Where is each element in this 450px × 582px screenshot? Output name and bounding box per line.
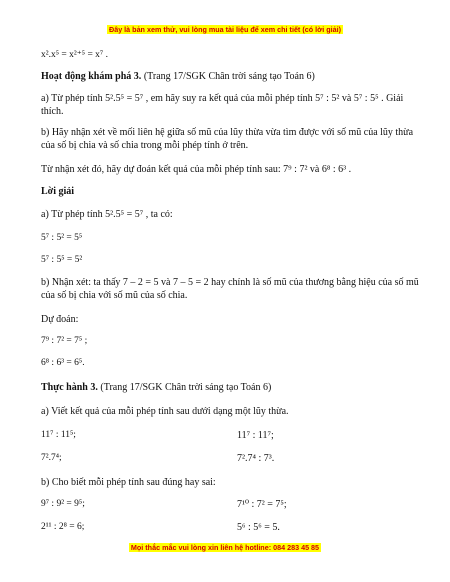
- section-heading-source: (Trang 17/SGK Chân trời sáng tạo Toán 6): [141, 71, 315, 82]
- section-heading-source: (Trang 17/SGK Chân trời sáng tạo Toán 6): [97, 382, 272, 393]
- exercise-item: 7².7⁴;: [41, 453, 62, 463]
- exercise-item: 2¹¹ : 2⁸ = 6;: [41, 522, 85, 532]
- equation-line: 6⁸ : 6³ = 6⁵.: [41, 358, 85, 368]
- prediction-label: Dự đoán:: [41, 314, 79, 325]
- exercise-item: 7².7⁴ : 7³.: [237, 453, 275, 464]
- equation-line: 5⁷ : 5⁵ = 5²: [41, 255, 83, 265]
- exercise-b: b) Cho biết mỗi phép tính sau đúng hay sai:: [41, 477, 216, 488]
- exercise-a: a) Viết kết quả của mỗi phép tính sau dưới dạng một lũy thừa.: [41, 406, 289, 417]
- section-heading: [41, 70, 315, 83]
- solution-heading: Lời giải: [41, 186, 75, 197]
- section-heading: [41, 381, 271, 394]
- exercise-item: 11⁷ : 11⁷;: [237, 430, 274, 441]
- exercise-item: 11⁷ : 11⁵;: [41, 430, 76, 440]
- exercise-item: 5⁶ : 5⁶ = 5.: [237, 522, 280, 533]
- hotline-footer-text: Mọi thắc mắc vui lòng xin liên hệ hotline: 084 283 45 85: [130, 543, 320, 552]
- preview-banner-text: Đây là bản xem thử, vui lòng mua tài liệu để xem chi tiết (có lời giải): [109, 25, 341, 34]
- solution-a: a) Từ phép tính 5².5⁵ = 5⁷ , ta có:: [41, 209, 173, 220]
- equation-line: 7⁹ : 7² = 7⁵ ;: [41, 336, 88, 346]
- section-heading-bold: Thực hành 3.: [41, 382, 98, 393]
- hotline-footer: [0, 543, 450, 552]
- question-a: a) Từ phép tính 5².5⁵ = 5⁷ , em hãy suy ra kết quả của mỗi phép tính 5⁷ : 5² và 5⁷ : 5⁵ . Giải thích.: [41, 93, 404, 117]
- solution-b: b) Nhận xét: ta thấy 7 – 2 = 5 và 7 – 5 = 2 hay chính là số mũ của thương bằng hiệu của số mũ của số bị chia với số mũ của số chia.: [41, 277, 419, 301]
- equation-line: x².x⁵ = x²⁺⁵ = x⁷ .: [41, 50, 108, 60]
- exercise-item: 9⁷ : 9² = 9⁵;: [41, 499, 85, 509]
- preview-banner: [0, 25, 450, 34]
- equation-line: 5⁷ : 5² = 5⁵: [41, 233, 83, 243]
- section-heading-bold: Hoạt động khám phá 3.: [41, 71, 142, 82]
- question-b: b) Hãy nhận xét về mối liên hệ giữa số mũ của lũy thừa vừa tìm được với số mũ của lũy thừa của số bị chia và số chia trong mỗi phép tính ở trên.: [41, 127, 414, 151]
- prediction-question: Từ nhận xét đó, hãy dự đoán kết quả của mỗi phép tính sau: 7⁹ : 7² và 6⁸ : 6³ .: [41, 164, 352, 175]
- exercise-item: 7¹⁰ : 7² = 7⁵;: [237, 499, 287, 510]
